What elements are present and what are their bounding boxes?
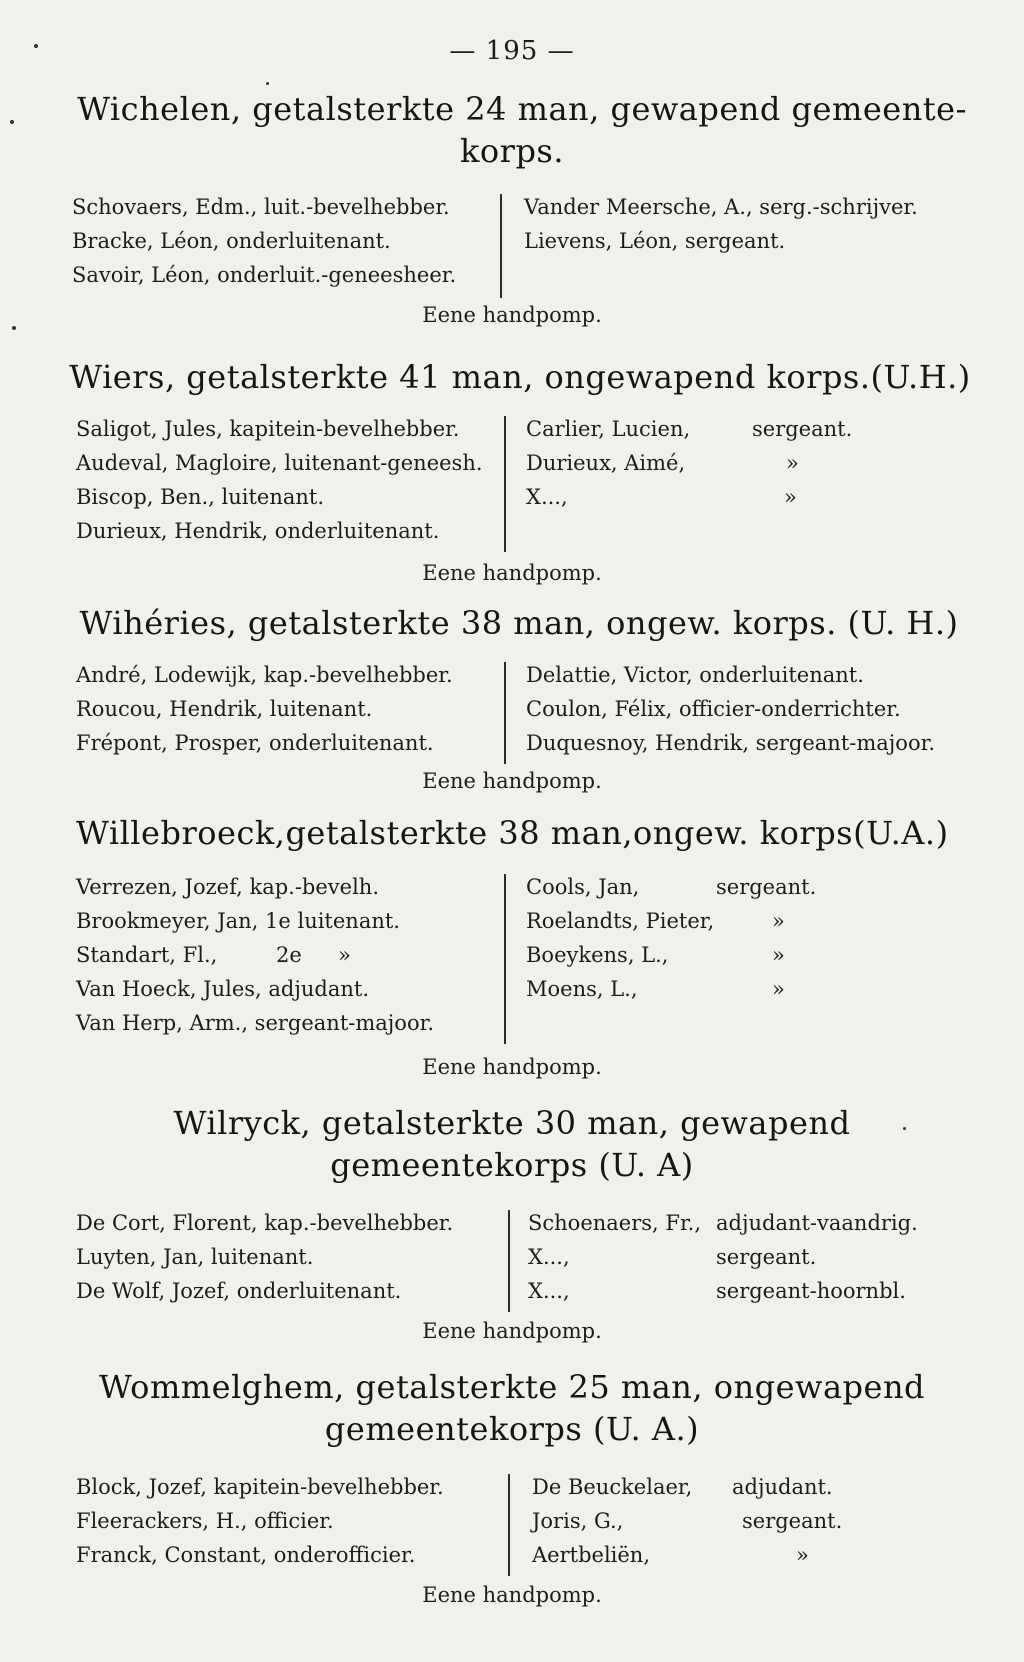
ditto-mark: » [796, 1543, 809, 1567]
equipment-note: Eene handpomp. [422, 561, 602, 585]
page-number: — 195 — [449, 36, 575, 66]
column-divider [504, 416, 506, 552]
left-column [76, 412, 496, 548]
personnel-entry: De Wolf, Jozef, onderluitenant. [76, 1279, 402, 1303]
person-name: X..., [528, 1279, 570, 1303]
personnel-entry [528, 1240, 968, 1274]
right-column [532, 1470, 972, 1572]
personnel-entry: Coulon, Félix, officier-onderrichter. [526, 697, 901, 721]
section-heading-continued: gemeentekorps (U. A) [330, 1146, 694, 1184]
left-column [72, 190, 492, 292]
person-rank: sergeant. [716, 1245, 817, 1269]
personnel-entry: Delattie, Victor, onderluitenant. [526, 663, 864, 687]
personnel-entry [532, 1504, 972, 1538]
ditto-mark: » [338, 943, 351, 967]
equipment-note: Eene handpomp. [422, 1055, 602, 1079]
ditto-mark: » [772, 943, 785, 967]
section-heading: Wilryck, getalsterkte 30 man, gewapend [173, 1104, 851, 1142]
personnel-entry: Frépont, Prosper, onderluitenant. [76, 731, 434, 755]
person-name: X..., [528, 1245, 570, 1269]
column-divider [500, 194, 502, 298]
personnel-block [0, 870, 1024, 1042]
personnel-block [0, 1206, 1024, 1310]
section-heading: Wihéries, getalsterkte 38 man, ongew. korps. (U. H.) [79, 604, 959, 642]
person-name: Moens, L., [526, 977, 638, 1001]
personnel-entry [526, 480, 966, 514]
personnel-entry [526, 412, 966, 446]
section-willebroeck [0, 812, 1024, 1079]
right-column [526, 658, 966, 760]
personnel-entry [528, 1206, 968, 1240]
person-rank: sergeant. [716, 875, 817, 899]
personnel-block [0, 190, 1024, 300]
personnel-entry [76, 938, 496, 972]
personnel-block [0, 658, 1024, 762]
section-wommelghem [0, 1366, 1024, 1607]
person-name: Standart, Fl., [76, 943, 218, 967]
section-wichelen [0, 88, 1024, 327]
section-wiers [0, 356, 1024, 585]
person-rank: adjudant-vaandrig. [716, 1211, 918, 1235]
ditto-mark: » [772, 977, 785, 1001]
section-heading: Willebroeck,getalsterkte 38 man,ongew. korps(U.A.) [76, 814, 949, 852]
section-heading: Wommelghem, getalsterkte 25 man, ongewapend [98, 1368, 926, 1406]
personnel-entry: Van Herp, Arm., sergeant-majoor. [76, 1011, 435, 1035]
paper-speck [266, 82, 269, 85]
column-divider [508, 1474, 510, 1576]
equipment-note: Eene handpomp. [422, 769, 602, 793]
paper-speck [12, 326, 16, 330]
left-column [76, 1206, 496, 1308]
person-name: X..., [526, 485, 568, 509]
personnel-entry: Fleerackers, H., officier. [76, 1509, 334, 1533]
person-name: Aertbeliën, [532, 1543, 651, 1567]
person-name: Schoenaers, Fr., [528, 1211, 702, 1235]
paper-speck [34, 44, 38, 48]
paper-speck [903, 1127, 906, 1130]
personnel-entry: Biscop, Ben., luitenant. [76, 485, 325, 509]
personnel-entry [526, 870, 966, 904]
person-name: Boeykens, L., [526, 943, 669, 967]
section-wilryck [0, 1102, 1024, 1343]
equipment-note: Eene handpomp. [422, 303, 602, 327]
column-divider [504, 662, 506, 764]
personnel-entry: Audeval, Magloire, luitenant-geneesh. [76, 451, 483, 475]
personnel-entry: André, Lodewijk, kap.-bevelhebber. [76, 663, 453, 687]
personnel-entry: Durieux, Hendrik, onderluitenant. [76, 519, 440, 543]
left-column [76, 658, 496, 760]
section-wiheries [0, 602, 1024, 793]
equipment-note: Eene handpomp. [422, 1319, 602, 1343]
personnel-entry: Brookmeyer, Jan, 1e luitenant. [76, 909, 400, 933]
personnel-entry: Verrezen, Jozef, kap.-bevelh. [76, 875, 380, 899]
person-rank: sergeant-hoornbl. [716, 1279, 906, 1303]
personnel-entry: Roucou, Hendrik, luitenant. [76, 697, 373, 721]
right-column [528, 1206, 968, 1308]
personnel-entry: Vander Meersche, A., serg.-schrijver. [524, 195, 918, 219]
person-name: Joris, G., [532, 1509, 624, 1533]
ditto-mark: » [786, 451, 799, 475]
personnel-entry [532, 1470, 972, 1504]
person-name: Durieux, Aimé, [526, 451, 686, 475]
column-divider [504, 874, 506, 1044]
right-column [526, 870, 966, 1006]
person-name: Roelandts, Pieter, [526, 909, 715, 933]
personnel-entry: Franck, Constant, onderofficier. [76, 1543, 416, 1567]
personnel-entry: De Cort, Florent, kap.-bevelhebber. [76, 1211, 454, 1235]
ditto-mark: » [772, 909, 785, 933]
personnel-entry [526, 972, 966, 1006]
personnel-entry: Bracke, Léon, onderluitenant. [72, 229, 391, 253]
ditto-mark: » [784, 485, 797, 509]
personnel-block [0, 1470, 1024, 1574]
personnel-entry: Lievens, Léon, sergeant. [524, 229, 786, 253]
personnel-entry: Saligot, Jules, kapitein-bevelhebber. [76, 417, 460, 441]
personnel-entry [526, 904, 966, 938]
person-name: De Beuckelaer, [532, 1475, 693, 1499]
person-rank: sergeant. [742, 1509, 843, 1533]
person-name: Carlier, Lucien, [526, 417, 691, 441]
personnel-entry [528, 1274, 968, 1308]
person-rank: 2e [276, 943, 302, 967]
column-divider [508, 1210, 510, 1312]
left-column [76, 1470, 496, 1572]
personnel-entry: Luyten, Jan, luitenant. [76, 1245, 314, 1269]
right-column [524, 190, 964, 258]
person-name: Cools, Jan, [526, 875, 640, 899]
person-rank: adjudant. [732, 1475, 833, 1499]
right-column [526, 412, 966, 514]
section-heading: Wiers, getalsterkte 41 man, ongewapend korps.(U.H.) [69, 358, 971, 396]
section-heading-continued: gemeentekorps (U. A.) [324, 1410, 700, 1448]
equipment-note: Eene handpomp. [422, 1583, 602, 1607]
personnel-entry: Schovaers, Edm., luit.-bevelhebber. [72, 195, 450, 219]
personnel-block [0, 412, 1024, 552]
personnel-entry [526, 446, 966, 480]
personnel-entry: Duquesnoy, Hendrik, sergeant-majoor. [526, 731, 935, 755]
person-rank: sergeant. [752, 417, 853, 441]
personnel-entry [532, 1538, 972, 1572]
personnel-entry: Van Hoeck, Jules, adjudant. [76, 977, 369, 1001]
personnel-entry [526, 938, 966, 972]
left-column [76, 870, 496, 1040]
section-heading: Wichelen, getalsterkte 24 man, gewapend gemeente- [77, 90, 967, 128]
personnel-entry: Savoir, Léon, onderluit.-geneesheer. [72, 263, 457, 287]
section-heading-continued: korps. [459, 132, 565, 170]
personnel-entry: Block, Jozef, kapitein-bevelhebber. [76, 1475, 444, 1499]
paper-speck [10, 120, 14, 124]
